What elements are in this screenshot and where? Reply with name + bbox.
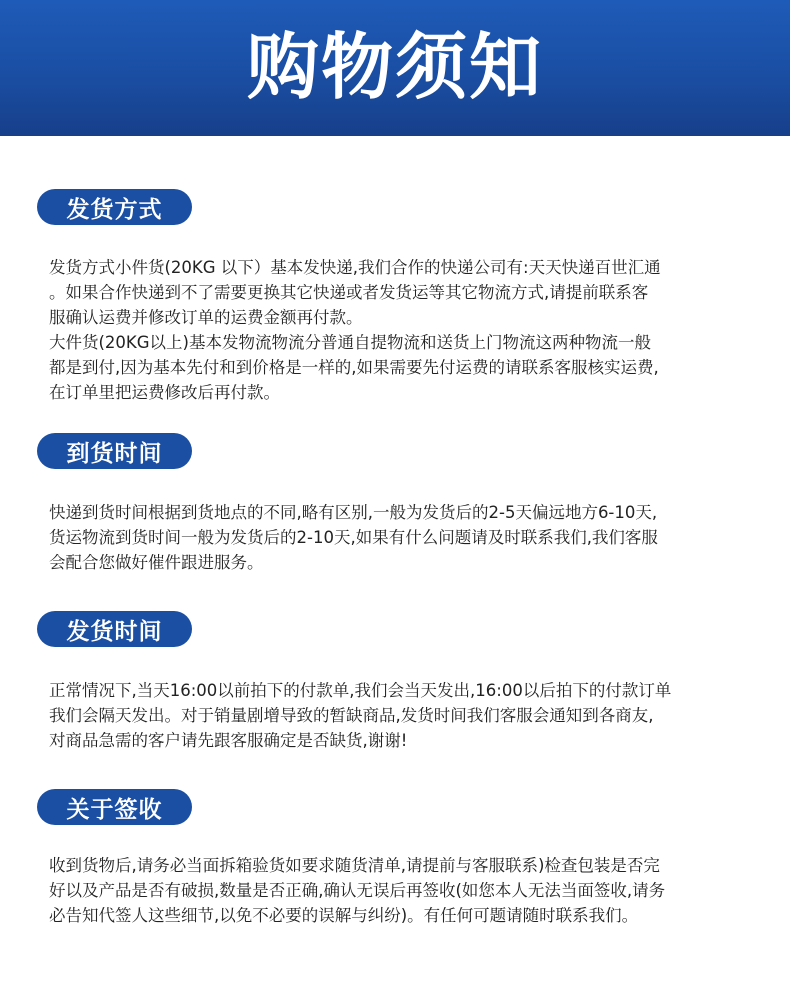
section-body	[49, 678, 759, 753]
text-line: 发货方式小件货(20KG 以下）基本发快递,我们合作的快递公司有:天天快递百世汇通	[49, 258, 661, 277]
text-line: 。如果合作快递到不了需要更换其它快递或者发货运等其它物流方式,请提前联系客	[49, 283, 649, 302]
section-body	[49, 255, 759, 405]
text-line: 必告知代签人这些细节,以免不必要的误解与纠纷)。有任何可题请随时联系我们。	[49, 906, 639, 925]
text-line: 收到货物后,请务必当面拆箱验货如要求随货清单,请提前与客服联系)检查包装是否完	[49, 856, 660, 875]
text-line: 正常情况下,当天16:00以前拍下的付款单,我们会当天发出,16:00以后拍下的付款订单	[49, 681, 672, 700]
page-title: 购物须知	[246, 25, 543, 109]
text-line: 好以及产品是否有破损,数量是否正确,确认无误后再签收(如您本人无法当面签收,请务	[49, 881, 666, 900]
text-line: 服确认运费并修改订单的运费金额再付款。	[49, 308, 363, 327]
text-line: 大件货(20KG以上)基本发物流物流分普通自提物流和送货上门物流这两种物流一般	[49, 333, 651, 352]
section-body	[49, 853, 759, 928]
text-line: 我们会隔天发出。对于销量剧增导致的暂缺商品,发货时间我们客服会通知到各商友,	[49, 706, 654, 725]
section-heading-badge: 关于签收	[37, 789, 192, 825]
text-line: 货运物流到货时间一般为发货后的2-10天,如果有什么问题请及时联系我们,我们客服	[49, 528, 658, 547]
section-heading-badge: 到货时间	[37, 433, 192, 469]
section-body	[49, 500, 759, 575]
section-heading-badge: 发货方式	[37, 189, 192, 225]
page-header	[0, 0, 790, 136]
text-line: 快递到货时间根据到货地点的不同,略有区别,一般为发货后的2-5天偏远地方6-10天,	[49, 503, 658, 522]
text-line: 都是到付,因为基本先付和到价格是一样的,如果需要先付运费的请联系客服核实运费,	[49, 358, 659, 377]
text-line: 对商品急需的客户请先跟客服确定是否缺货,谢谢!	[49, 731, 408, 750]
section-heading-badge: 发货时间	[37, 611, 192, 647]
text-line: 在订单里把运费修改后再付款。	[49, 383, 280, 402]
text-line: 会配合您做好催件跟进服务。	[49, 553, 264, 572]
